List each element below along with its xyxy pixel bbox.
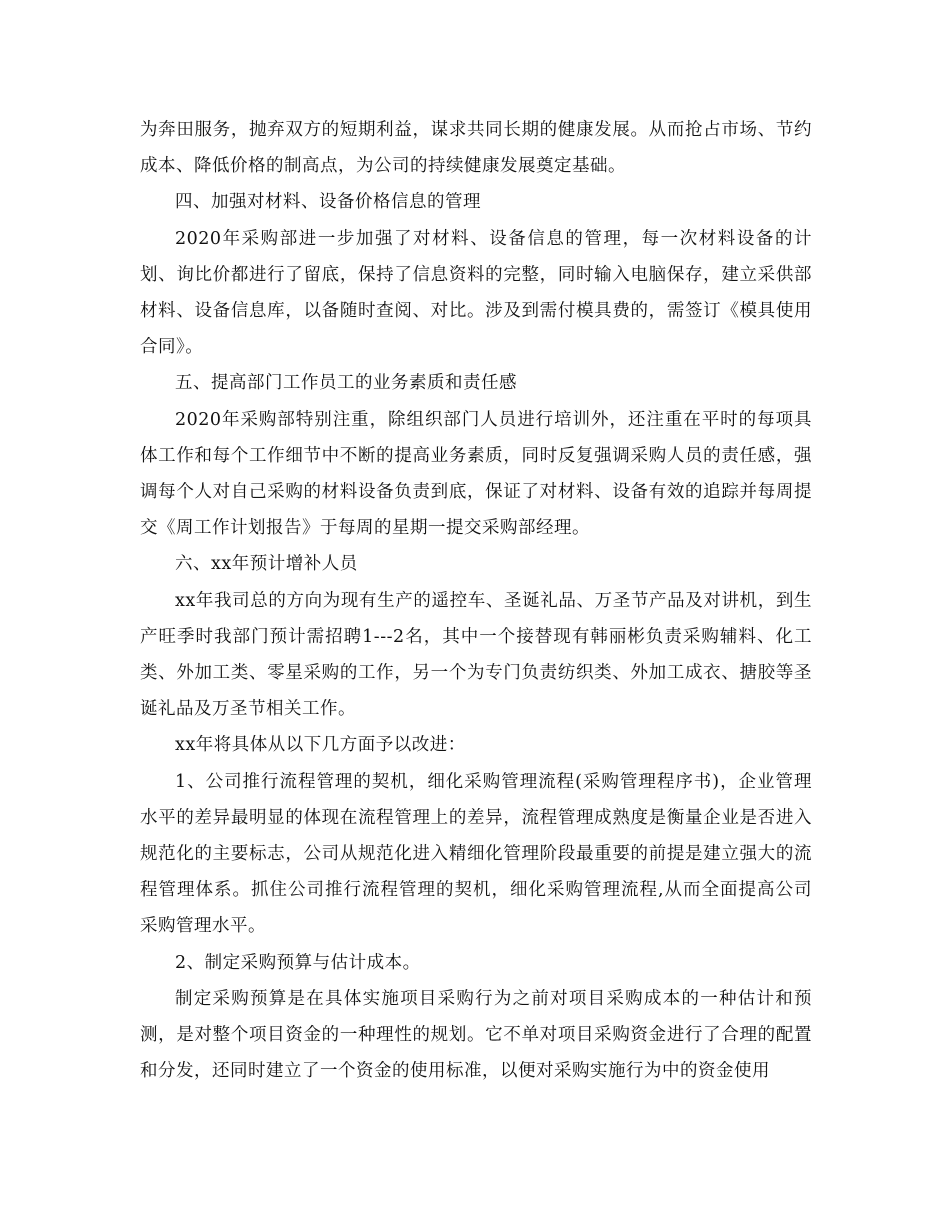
paragraph-8: xx年将具体从以下几方面予以改进： <box>175 735 466 756</box>
paragraph-7: xx年我司总的方向为现有生产的遥控车、圣诞礼品、万圣节产品及对讲机，到生产旺季时我部门预计需招聘1---2名，其中一个接替现有韩丽彬负责采购辅料、化工类、外加工类、零星采购的工作，另一个为专门负责纺织类、外加工成衣、搪胶等圣诞礼品及万圣节相关工作。 <box>140 590 812 720</box>
list-item-2: 2、制定采购预算与估计成本。 <box>175 952 421 973</box>
paragraph-3: 2020年采购部进一步加强了对材料、设备信息的管理，每一次材料设备的计划、询比价都进行了留底，保持了信息资料的完整，同时输入电脑保存，建立采供部材料、设备信息库，以备随时查阅、对比。涉及到需付模具费的，需签订《模具使用合同》。 <box>140 228 812 358</box>
paragraph-1: 为奔田服务，抛弃双方的短期利益，谋求共同长期的健康发展。从而抢占市场、节约成本、降低价格的制高点，为公司的持续健康发展奠定基础。 <box>140 120 812 177</box>
paragraph-5: 2020年采购部特别注重，除组织部门人员进行培训外，还注重在平时的每项具体工作和每个工作细节中不断的提高业务素质，同时反复强调采购人员的责任感，强调每个人对自己采购的材料设备负责到底，保证了对材料、设备有效的追踪并每周提交《周工作计划报告》于每周的星期一提交采购部经理。 <box>140 409 812 539</box>
section-heading-4: 四、加强对材料、设备价格信息的管理 <box>175 192 481 213</box>
section-heading-5: 五、提高部门工作员工的业务素质和责任感 <box>175 373 517 394</box>
document-body <box>140 112 812 1089</box>
section-heading-6: 六、xx年预计增补人员 <box>175 554 358 575</box>
paragraph-11: 制定采购预算是在具体实施项目采购行为之前对项目采购成本的一种估计和预测，是对整个项目资金的一种理性的规划。它不单对项目采购资金进行了合理的配置和分发，还同时建立了一个资金的使用标准，以便对采购实施行为中的资金使用 <box>140 988 812 1082</box>
list-item-1: 1、公司推行流程管理的契机，细化采购管理流程(采购管理程序书)，企业管理水平的差异最明显的体现在流程管理上的差异，流程管理成熟度是衡量企业是否进入规范化的主要标志，公司从规范化进入精细化管理阶段最重要的前提是建立强大的流程管理体系。抓住公司推行流程管理的契机，细化采购管理流程,从而全面提高公司采购管理水平。 <box>140 771 812 937</box>
